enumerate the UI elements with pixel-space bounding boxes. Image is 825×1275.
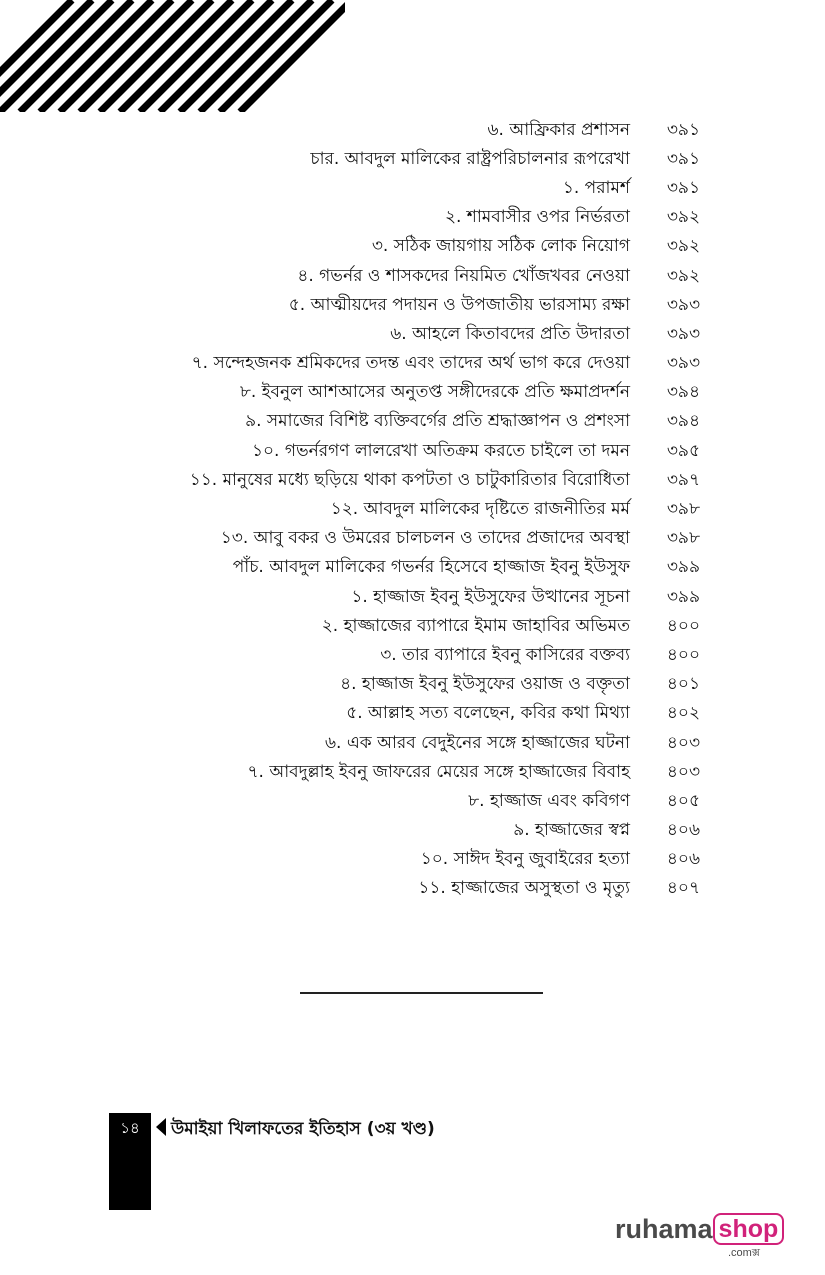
toc-entry [120,525,700,554]
logo-text-shop: shop [713,1213,785,1245]
table-of-contents [120,116,700,904]
toc-entry-page: ৪০৬ [666,820,700,841]
toc-entry [120,174,700,203]
section-divider [300,992,543,994]
toc-entry-page: ৪০০ [666,615,700,636]
toc-entry [120,204,700,233]
toc-entry-title: ১২. আবদুল মালিকের দৃষ্টিতে রাজনীতির মর্ম [330,499,630,520]
toc-entry [120,466,700,495]
page-number: ১৪ [120,1119,140,1137]
toc-entry-title: ৩. তার ব্যাপারে ইবনু কাসিরের বক্তব্য [380,644,630,665]
toc-entry-title: ৬. আহলে কিতাবদের প্রতি উদারতা [390,323,630,344]
toc-entry [120,379,700,408]
toc-entry-title: ৫. আল্লাহ সত্য বলেছেন, কবির কথা মিথ্যা [346,703,630,724]
toc-entry-page: ৩৯৪ [666,382,700,403]
toc-entry-title: ৩. সঠিক জায়গায় সঠিক লোক নিয়োগ [371,236,630,257]
toc-entry [120,641,700,670]
toc-entry [120,320,700,349]
toc-entry-page: ৩৯৩ [666,294,700,315]
toc-entry-page: ৩৯৫ [666,440,700,461]
toc-entry-title: পাঁচ. আবদুল মালিকের গভর্নর হিসেবে হাজ্জাজ ইবনু ইউসুফ [232,557,630,578]
toc-entry-page: ৩৯৮ [666,499,700,520]
toc-entry-title: ৪. গভর্নর ও শাসকদের নিয়মিত খোঁজখবর নেওয়া [297,265,630,286]
toc-entry [120,116,700,145]
toc-entry-page: ৩৯৮ [666,528,700,549]
toc-entry [120,495,700,524]
toc-entry-page: ৩৯২ [666,236,700,257]
toc-entry-title: ১. পরামর্শ [562,177,630,198]
toc-entry-title: ১. হাজ্জাজ ইবনু ইউসুফের উত্থানের সূচনা [351,586,630,607]
toc-entry [120,787,700,816]
toc-entry-page: ৩৯৪ [666,411,700,432]
toc-entry [120,350,700,379]
toc-entry-title: ১১. মানুষের মধ্যে ছড়িয়ে থাকা কপটতা ও চাটুকারিতার বিরোধিতা [189,469,630,490]
toc-entry [120,846,700,875]
toc-entry-title: ১১. হাজ্জাজের অসুস্থতা ও মৃত্যু [418,878,630,899]
toc-entry-page: ৩৯১ [666,119,700,140]
toc-entry-page: ৩৯২ [666,265,700,286]
toc-entry-title: ১০. সাঈদ ইবনু জুবাইরের হত্যা [420,849,630,870]
toc-entry [120,817,700,846]
toc-entry [120,758,700,787]
toc-entry [120,875,700,904]
toc-entry-title: ৬. আফ্রিকার প্রশাসন [487,119,630,140]
toc-entry-page: ৩৯৩ [666,353,700,374]
toc-entry-title: ১০. গভর্নরগণ লালরেখা অতিক্রম করতে চাইলে তা দমন [251,440,630,461]
toc-entry-title: ২. হাজ্জাজের ব্যাপারে ইমাম জাহাবির অভিমত [321,615,630,636]
toc-entry-page: ৩৯৯ [666,586,700,607]
toc-entry [120,612,700,641]
toc-entry-title: ৫. আত্মীয়দের পদায়ন ও উপজাতীয় ভারসাম্য রক্ষা [288,294,630,315]
toc-entry-page: ৪০৬ [666,849,700,870]
toc-entry [120,437,700,466]
toc-entry [120,700,700,729]
toc-entry-page: ৩৯১ [666,177,700,198]
toc-entry-page: ৪০১ [666,674,700,695]
toc-entry-page: ৪০৫ [666,790,700,811]
toc-entry-title: ৯. সমাজের বিশিষ্ট ব্যক্তিবর্গের প্রতি শ্রদ্ধাজ্ঞাপন ও প্রশংসা [245,411,630,432]
toc-entry-title: ৯. হাজ্জাজের স্বপ্ন [513,820,630,841]
toc-entry [120,671,700,700]
toc-entry-title: চার. আবদুল মালিকের রাষ্ট্রপরিচালনার রূপরেখা [310,148,630,169]
toc-entry-page: ৪০৭ [666,878,700,899]
toc-entry [120,145,700,174]
toc-entry [120,291,700,320]
triangle-left-icon [156,1118,166,1136]
decorative-stripes [0,0,345,112]
toc-entry-page: ৩৯২ [666,207,700,228]
book-title: উমাইয়া খিলাফতের ইতিহাস (৩য় খণ্ড) [171,1119,435,1139]
toc-entry-page: ৪০২ [666,703,700,724]
logo-text-ruhama: ruhama [615,1214,713,1244]
toc-entry-page: ৩৯৭ [666,469,700,490]
toc-entry-page: ৩৯৯ [666,557,700,578]
toc-entry-title: ৭. আবদুল্লাহ ইবনু জাফরের মেয়ের সঙ্গে হাজ্জাজের বিবাহ [247,761,630,782]
toc-entry-page: ৩৯৩ [666,323,700,344]
toc-entry-page: ৩৯১ [666,148,700,169]
toc-entry-title: ৮. হাজ্জাজ এবং কবিগণ [468,790,630,811]
toc-entry-page: ৪০৩ [666,761,700,782]
toc-entry-page: ৪০৩ [666,732,700,753]
toc-entry [120,408,700,437]
toc-entry-title: ৭. সন্দেহজনক শ্রমিকদের তদন্ত এবং তাদের অর্থ ভাগ করে দেওয়া [191,353,630,374]
logo-domain: .comক্স [728,1247,760,1259]
toc-entry [120,554,700,583]
toc-entry-title: ৪. হাজ্জাজ ইবনু ইউসুফের ওয়াজ ও বক্তৃতা [340,674,630,695]
toc-entry [120,262,700,291]
toc-entry-title: ২. শামবাসীর ওপর নির্ভরতা [444,207,630,228]
toc-entry-title: ১৩. আবু বকর ও উমরের চালচলন ও তাদের প্রজাদের অবস্থা [220,528,630,549]
toc-entry-title: ৬. এক আরব বেদুইনের সঙ্গে হাজ্জাজের ঘটনা [324,732,630,753]
toc-entry [120,233,700,262]
toc-entry-title: ৮. ইবনুল আশআসের অনুতপ্ত সঙ্গীদেরকে প্রতি ক্ষমাপ্রদর্শন [239,382,630,403]
toc-entry [120,729,700,758]
toc-entry-page: ৪০০ [666,644,700,665]
toc-entry [120,583,700,612]
